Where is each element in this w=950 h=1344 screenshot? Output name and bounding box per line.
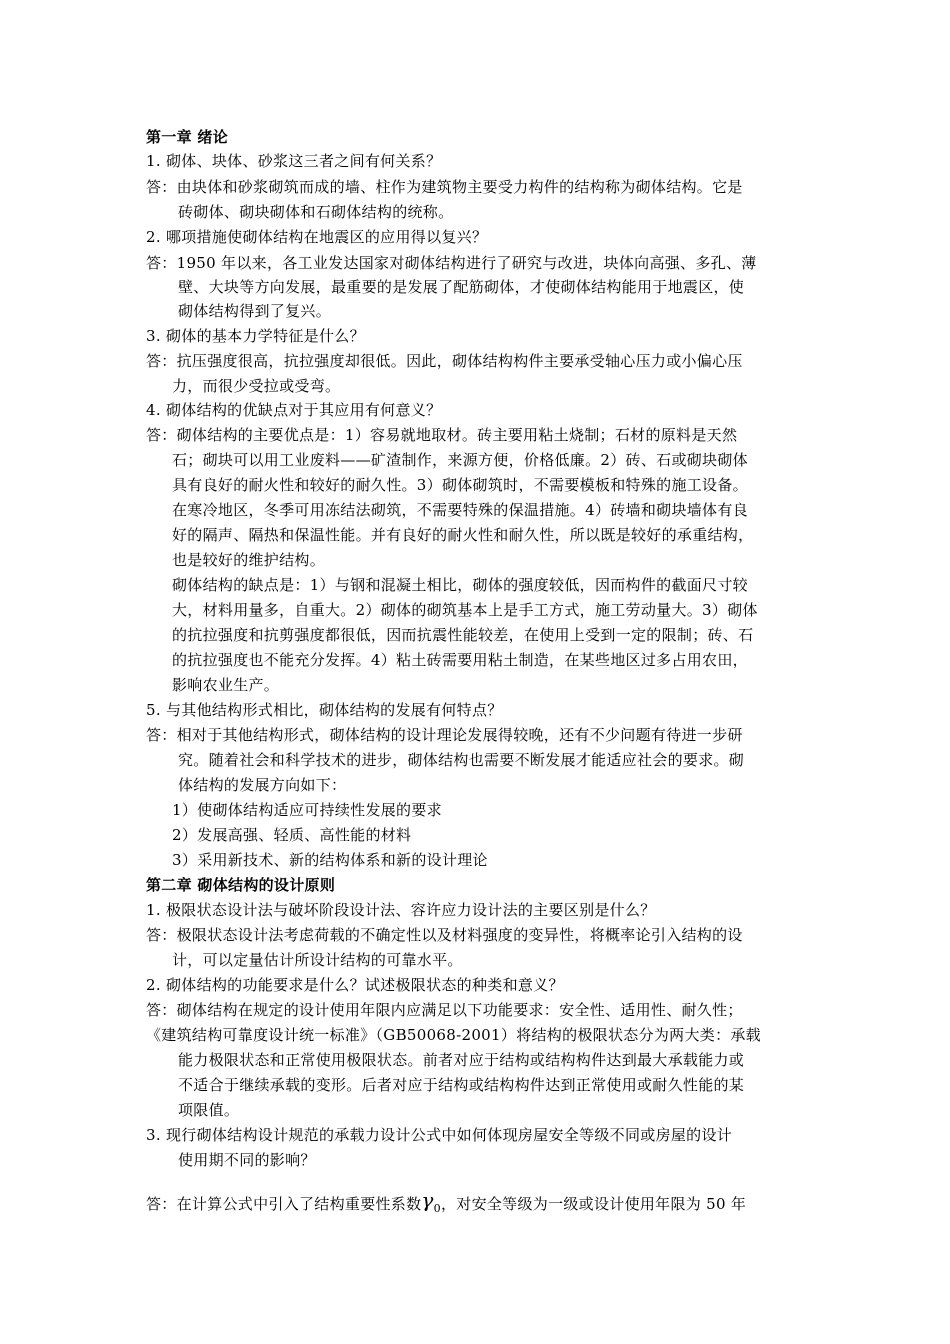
answer-1-4-line-6: 也是较好的维护结构。 [172, 551, 326, 569]
answer-1-4-line-1: 答：砌体结构的主要优点是：1）容易就地取材。砖主要用粘土烧制；石材的原料是天然 [146, 426, 738, 444]
answer-2-3-text-after: ，对安全等级为一级或设计使用年限为 50 年 [440, 1195, 747, 1213]
question-2-1: 1. 极限状态设计法与破坏阶段设计法、容许应力设计法的主要区别是什么？ [146, 901, 656, 919]
answer-1-4-line-5: 好的隔声、隔热和保温性能。并有良好的耐火性和耐久性，所以既是较好的承重结构， [172, 526, 754, 544]
answer-1-3-line-2: 力，而很少受拉或受弯。 [172, 377, 341, 395]
answer-1-4-para-2-line-2: 大，材料用量多，自重大。2）砌体的砌筑基本上是手工方式，施工劳动量大。3）砌体 [172, 601, 758, 619]
gamma-zero-symbol [421, 1188, 441, 1215]
question-2-3-line-1: 3. 现行砌体结构设计规范的承载力设计公式中如何体现房屋安全等级不同或房屋的设计 [146, 1126, 733, 1144]
answer-1-4-line-4: 在寒冷地区，冬季可用冻结法砌筑，不需要特殊的保温措施。4）砖墙和砌块墙体有良 [172, 501, 748, 519]
answer-2-3-line-1 [146, 1188, 746, 1213]
answer-2-1-line-1: 答：极限状态设计法考虑荷载的不确定性以及材料强度的变异性，将概率论引入结构的设 [146, 926, 743, 944]
answer-1-2-line-3: 砌体结构得到了复兴。 [178, 302, 332, 320]
chapter-1-title: 第一章 绪论 [146, 128, 229, 146]
answer-1-4-para-2-line-4: 的抗拉强度也不能充分发挥。4）粘土砖需要用粘土制造，在某些地区过多占用农田， [172, 651, 748, 669]
question-1-4: 4. 砌体结构的优缺点对于其应用有何意义？ [146, 401, 442, 419]
answer-1-5-line-1: 答：相对于其他结构形式，砌体结构的设计理论发展得较晚，还有不少问题有待进一步研 [146, 726, 743, 744]
gamma-symbol: γ [421, 1188, 434, 1212]
answer-2-2-line-1: 答：砌体结构在规定的设计使用年限内应满足以下功能要求：安全性、适用性、耐久性； [146, 1001, 743, 1019]
answer-2-1-line-2: 计，可以定量估计所设计结构的可靠水平。 [172, 951, 463, 969]
answer-1-4-para-2-line-5: 影响农业生产。 [172, 676, 280, 694]
answer-2-2-line-2: 《建筑结构可靠度设计统一标准》（GB50068-2001）将结构的极限状态分为两大类：承载 [146, 1026, 761, 1044]
answer-1-5-list-item-3: 3）采用新技术、新的结构体系和新的设计理论 [172, 851, 488, 869]
answer-2-2-line-4: 不适合于继续承载的变形。后者对应于结构或结构构件达到正常使用或耐久性能的某 [178, 1076, 745, 1094]
question-2-3-line-2: 使用期不同的影响？ [178, 1151, 316, 1169]
answer-1-5-list-item-2: 2）发展高强、轻质、高性能的材料 [172, 826, 412, 844]
question-1-5: 5. 与其他结构形式相比，砌体结构的发展有何特点？ [146, 701, 503, 719]
question-2-2: 2. 砌体结构的功能要求是什么？试述极限状态的种类和意义？ [146, 976, 564, 994]
question-1-1: 1. 砌体、块体、砂浆这三者之间有何关系？ [146, 152, 442, 170]
question-1-2: 2. 哪项措施使砌体结构在地震区的应用得以复兴？ [146, 228, 488, 246]
answer-1-4-para-2-line-1: 砌体结构的缺点是：1）与钢和混凝土相比，砌体的强度较低，因而构件的截面尺寸较 [172, 576, 748, 594]
answer-2-2-line-3: 能力极限状态和正常使用极限状态。前者对应于结构或结构构件达到最大承载能力或 [178, 1051, 745, 1069]
chapter-2-title: 第二章 砌体结构的设计原则 [146, 876, 336, 894]
answer-1-2-line-2: 壁、大块等方向发展，最重要的是发展了配筋砌体，才使砌体结构能用于地震区，使 [178, 278, 745, 296]
gamma-subscript: 0 [433, 1202, 441, 1215]
answer-1-2-line-1: 答：1950 年以来，各工业发达国家对砌体结构进行了研究与改进，块体向高强、多孔、薄 [146, 254, 757, 272]
answer-1-5-list-item-1: 1）使砌体结构适应可持续性发展的要求 [172, 801, 442, 819]
answer-1-4-para-2-line-3: 的抗拉强度和抗剪强度都很低，因而抗震性能较差，在使用上受到一定的限制；砖、石 [172, 626, 754, 644]
answer-1-1-line-2: 砖砌体、砌块砌体和石砌体结构的统称。 [178, 203, 454, 221]
answer-1-3-line-1: 答：抗压强度很高，抗拉强度却很低。因此，砌体结构构件主要承受轴心压力或小偏心压 [146, 352, 743, 370]
answer-1-4-line-3: 具有良好的耐火性和较好的耐久性。3）砌体砌筑时，不需要模板和特殊的施工设备。 [172, 476, 748, 494]
question-1-3: 3. 砌体的基本力学特征是什么？ [146, 327, 365, 345]
answer-1-4-line-2: 石；砌块可以用工业废料——矿渣制作，来源方便，价格低廉。2）砖、石或砌块砌体 [172, 451, 748, 469]
answer-2-3-text-before: 答：在计算公式中引入了结构重要性系数 [146, 1195, 422, 1213]
answer-1-5-line-3: 体结构的发展方向如下： [178, 776, 347, 794]
answer-1-1-line-1: 答：由块体和砂浆砌筑而成的墙、柱作为建筑物主要受力构件的结构称为砌体结构。它是 [146, 178, 743, 196]
answer-1-5-line-2: 究。随着社会和科学技术的进步，砌体结构也需要不断发展才能适应社会的要求。砌 [178, 751, 745, 769]
answer-2-2-line-5: 项限值。 [178, 1101, 240, 1119]
